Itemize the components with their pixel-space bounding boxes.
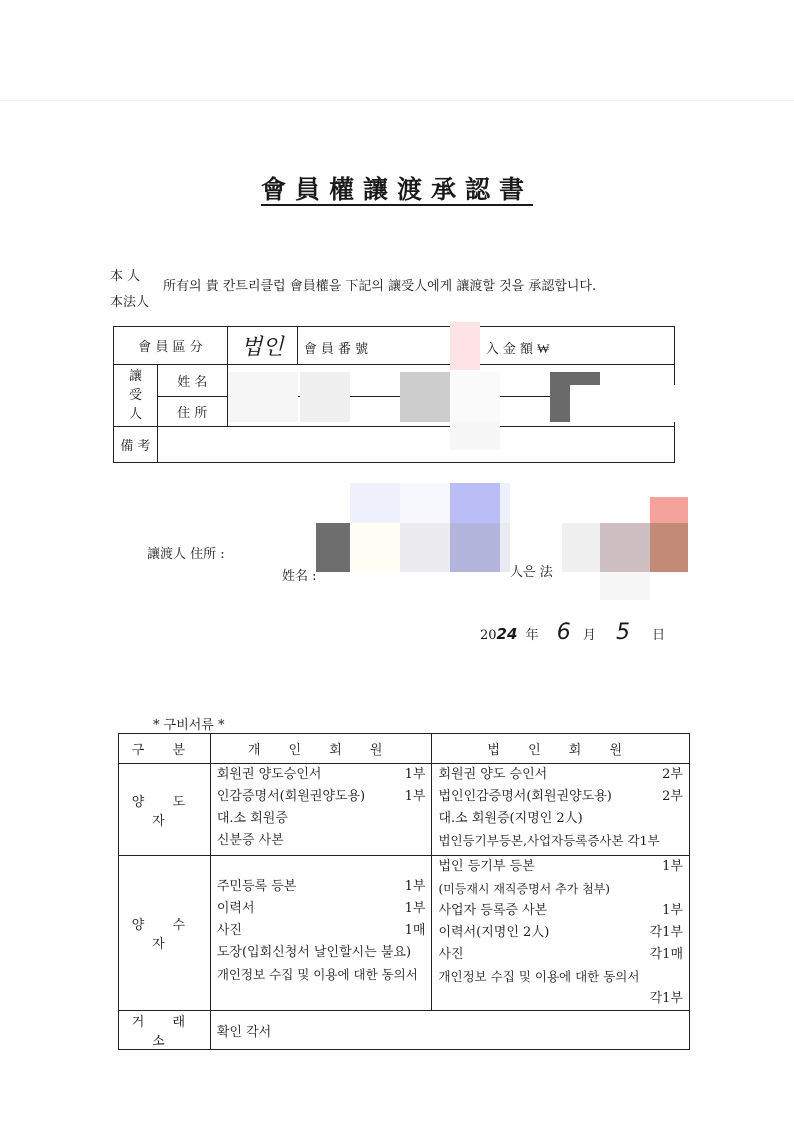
party-label-person: 本 人 xyxy=(110,269,141,284)
transferee-individual-docs xyxy=(210,856,432,1011)
redaction-block xyxy=(300,372,350,422)
redaction-block xyxy=(450,483,500,523)
document-item: 사진 1매 xyxy=(216,923,426,938)
redaction-block xyxy=(400,483,450,523)
document-item: 법인인감증명서(회원권양도용) 2부 xyxy=(438,789,683,804)
date-year-label: 年 xyxy=(525,628,539,643)
redaction-block xyxy=(650,523,688,572)
transferor-seal-text: 人은 法 xyxy=(510,565,553,580)
redaction-block xyxy=(450,422,500,450)
column-header-category: 구 분 xyxy=(119,734,211,764)
row-label-transferor: 양 도 자 xyxy=(119,764,211,856)
date-year-handwritten: 24 xyxy=(496,625,518,643)
document-item: 대.소 회원증(지명인 2人) xyxy=(438,811,583,826)
transferor-address-label: 讓渡人 住所 : xyxy=(147,547,225,562)
remarks-value xyxy=(157,427,674,463)
column-header-individual: 개 인 회 원 xyxy=(210,734,432,764)
document-item: 법인등기부등본,사업자등록증사본 각1부 xyxy=(438,833,660,848)
document-item: 인감증명서(회원권양도용) 1부 xyxy=(216,789,426,804)
document-item: 주민등록 등본 1부 xyxy=(216,879,426,894)
document-item: 회원권 양도승인서 1부 xyxy=(216,767,426,782)
deposit-amount-label: 入 金 額 ₩ xyxy=(485,342,550,357)
redaction-block xyxy=(600,572,650,600)
document-item: 법인 등기부 등본 1부 xyxy=(438,859,683,874)
document-item: 이력서 1부 xyxy=(216,901,426,916)
date-month-label: 月 xyxy=(582,628,596,643)
redaction-block xyxy=(400,372,450,422)
transferee-corporate-docs xyxy=(432,856,690,1011)
column-header-corporate: 법 인 회 원 xyxy=(432,734,690,764)
document-title: 會員權讓渡承認書 xyxy=(260,175,533,204)
transferor-corporate-docs xyxy=(432,764,690,856)
remarks-label: 備 考 xyxy=(114,427,158,463)
document-item: 각1부 xyxy=(649,991,683,1006)
top-divider xyxy=(0,100,794,101)
date-day-handwritten: 5 xyxy=(616,620,631,645)
required-documents-table xyxy=(118,733,690,1050)
transferor-individual-docs xyxy=(210,764,432,856)
redaction-block xyxy=(350,523,400,572)
redaction-block xyxy=(316,523,350,572)
redaction-block xyxy=(570,385,675,422)
transferee-address-label: 住 所 xyxy=(157,397,227,427)
party-label-corporation: 本法人 xyxy=(110,295,150,310)
document-item: 대.소 회원증 xyxy=(216,811,288,826)
row-label-transferee: 양 수 자 xyxy=(119,856,211,1011)
redaction-block xyxy=(500,523,510,572)
date-day-label: 日 xyxy=(652,628,666,643)
document-item: 개인정보 수집 및 이용에 대한 동의서 xyxy=(438,969,640,984)
date-month-handwritten: 6 xyxy=(556,620,571,645)
transferor-name-label: 姓名 : xyxy=(282,569,317,584)
exchange-docs: 확인 각서 xyxy=(210,1011,689,1050)
document-item: 신분증 사본 xyxy=(216,833,284,848)
redaction-block xyxy=(400,523,450,572)
redaction-block xyxy=(600,523,650,572)
redaction-block xyxy=(450,372,500,422)
redaction-block xyxy=(500,483,510,523)
document-item: 사업자 등록증 사본 1부 xyxy=(438,903,683,918)
redaction-block xyxy=(228,372,298,422)
date-line xyxy=(480,620,665,645)
member-category-label: 會 員 區 分 xyxy=(114,327,228,365)
redaction-block xyxy=(450,322,480,370)
redaction-block xyxy=(650,497,688,523)
document-item: 이력서(지명인 2人) 각1부 xyxy=(438,925,683,940)
redaction-block xyxy=(450,523,500,572)
document-item: 개인정보 수집 및 이용에 대한 동의서 xyxy=(216,967,418,982)
required-documents-heading: * 구비서류 * xyxy=(153,718,225,733)
document-item: 회원권 양도 승인서 2부 xyxy=(438,767,683,782)
transferee-name-label: 姓 名 xyxy=(157,365,227,397)
approval-statement: 所有의 貴 칸트리클럽 會員權을 下記의 讓受人에게 讓渡할 것을 承認합니다. xyxy=(163,279,597,294)
redaction-block xyxy=(562,523,600,572)
transferee-label: 讓 受 人 xyxy=(114,365,158,427)
member-category-value: 법인 xyxy=(227,327,297,365)
document-item: 사진 각1매 xyxy=(438,947,683,962)
member-number-label: 會 員 番 號 xyxy=(303,342,369,357)
date-year-prefix: 20 xyxy=(480,628,497,643)
row-label-exchange: 거 래 소 xyxy=(119,1011,211,1050)
redaction-block xyxy=(350,483,400,523)
document-item: 도장(입회신청서 날인할시는 불요) xyxy=(216,945,412,960)
document-item: (미등재시 재직증명서 추가 첨부) xyxy=(438,882,610,896)
